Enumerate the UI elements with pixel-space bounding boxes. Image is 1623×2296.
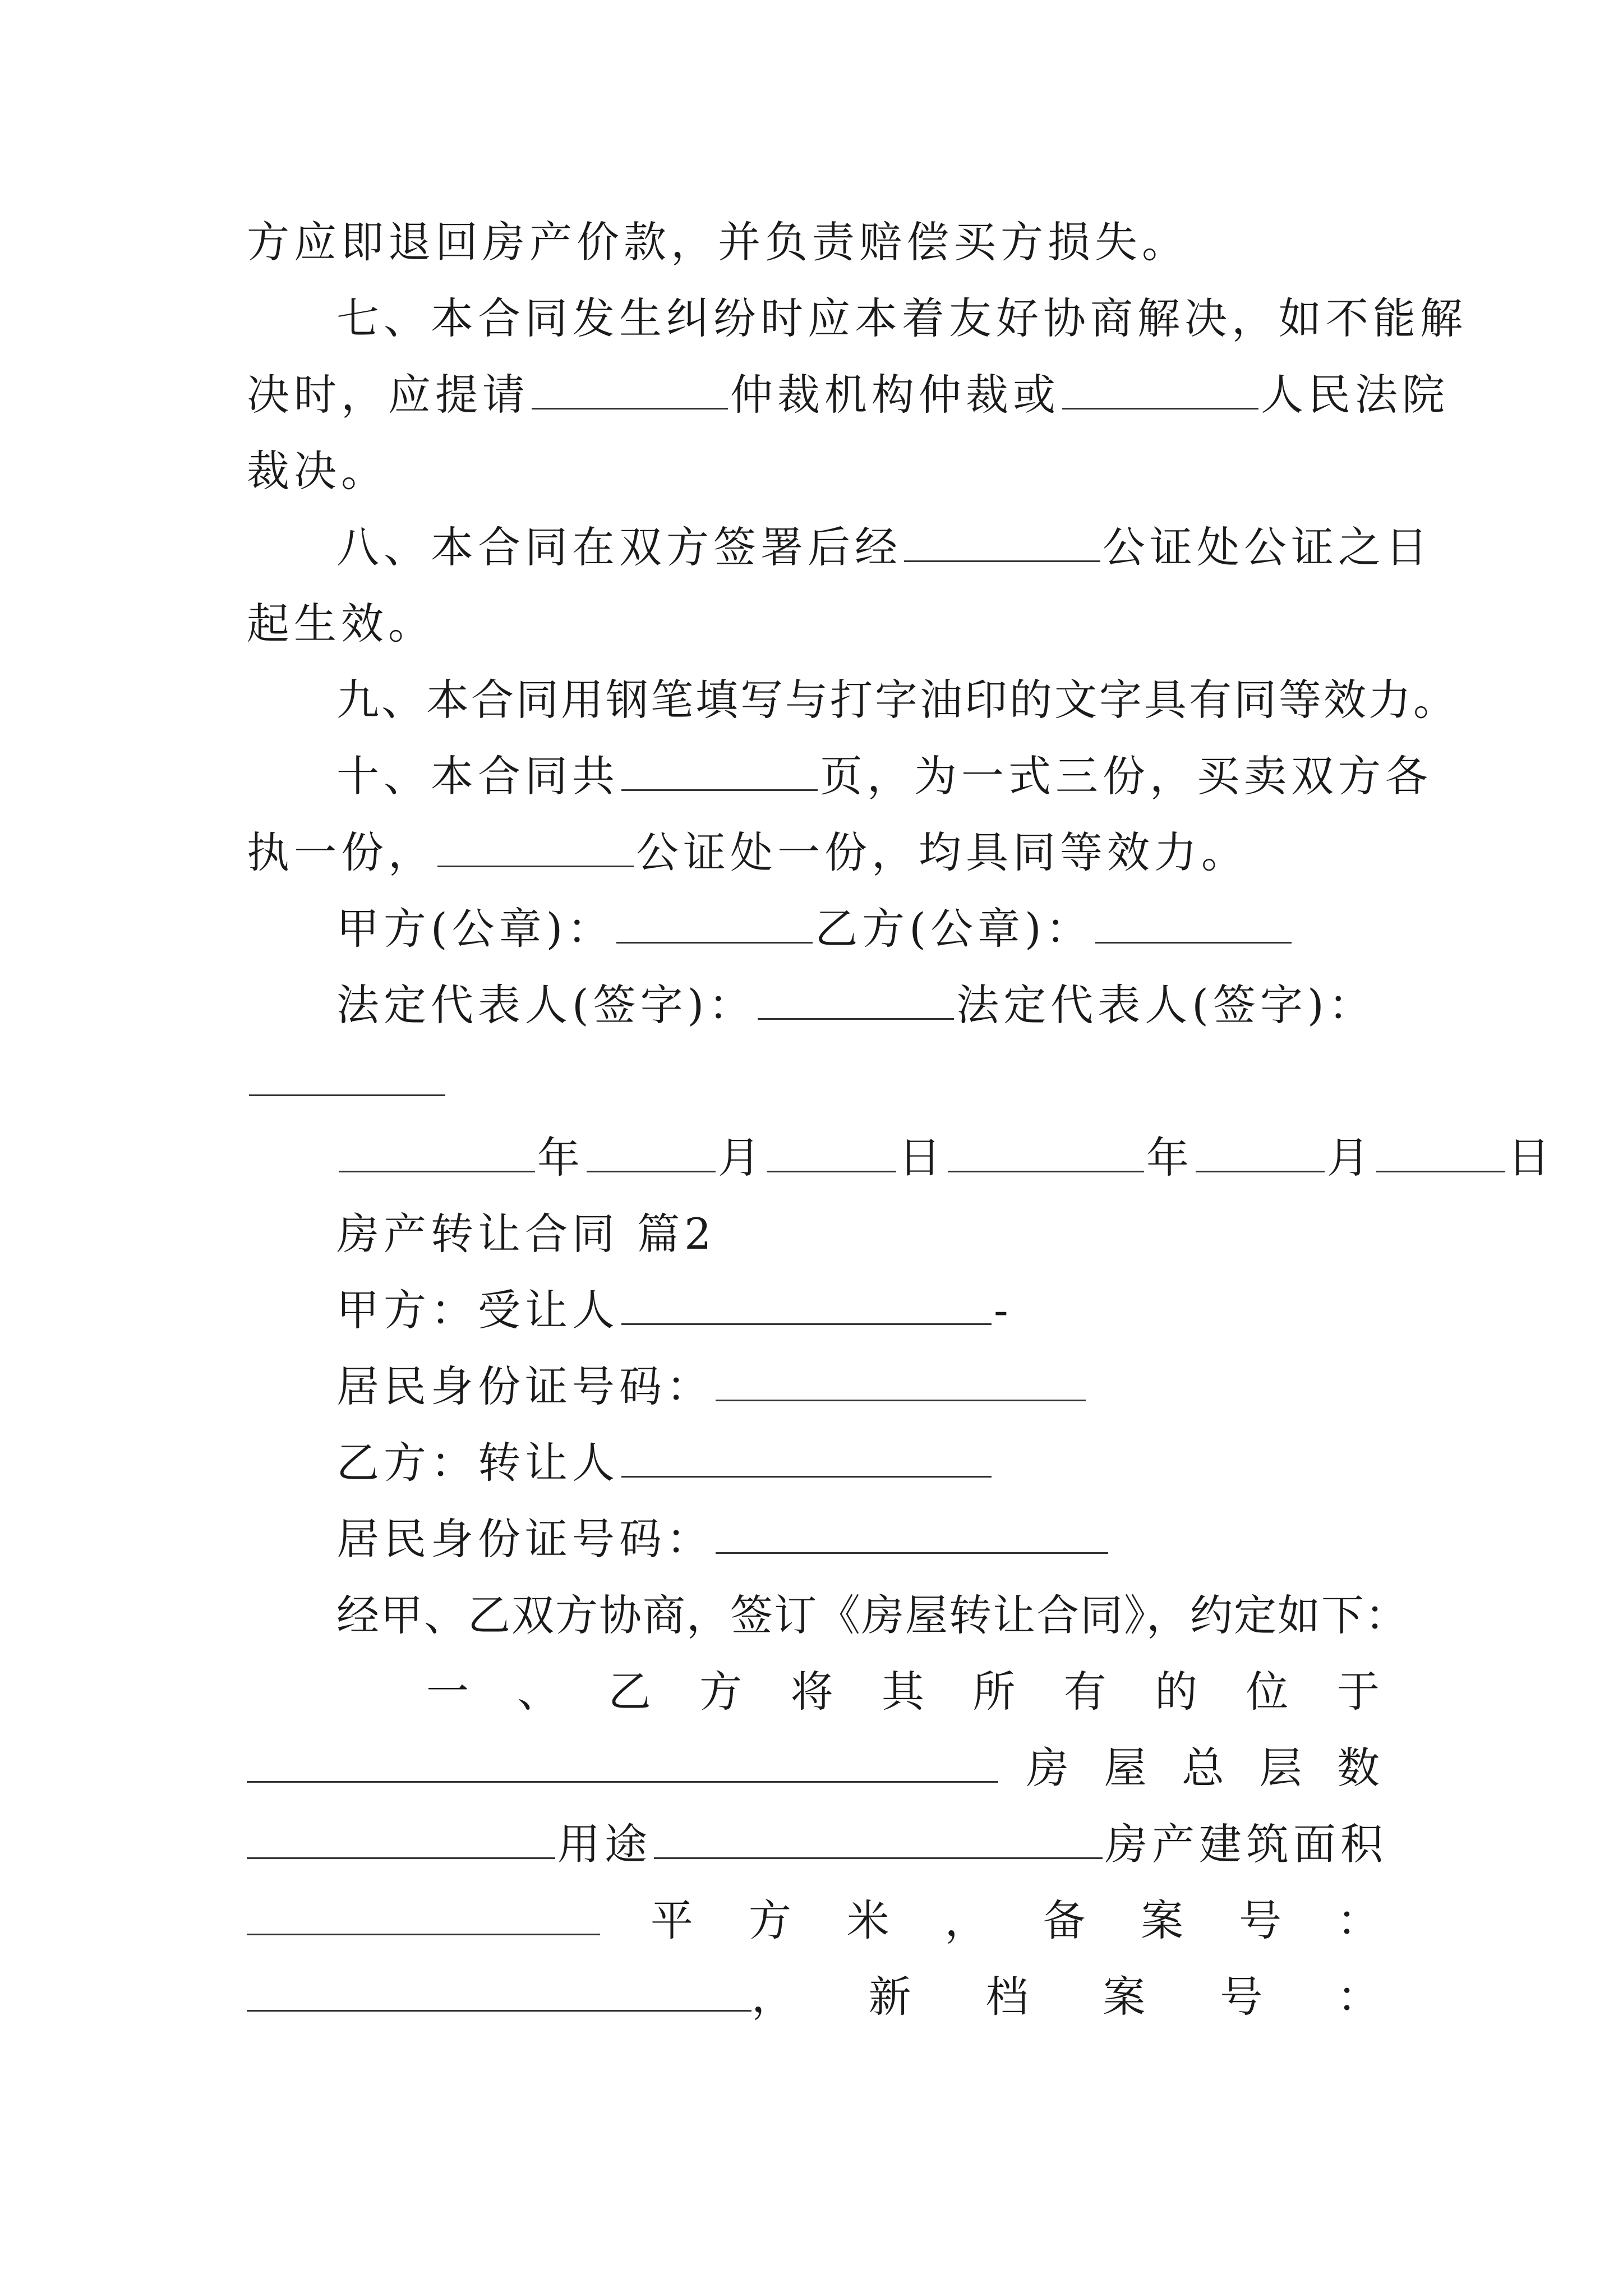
text-line <box>651 1894 1380 1948</box>
party-b-line <box>336 1436 994 1490</box>
char: 的 <box>1155 1667 1198 1717</box>
text: 人民法院 <box>1261 370 1449 420</box>
party-a-id-line <box>336 1360 1088 1414</box>
party-a-seal-field[interactable] <box>616 903 813 944</box>
party-b-label: 乙方：转让人 <box>336 1438 619 1488</box>
char: 所 <box>972 1667 1016 1717</box>
char: 位 <box>1246 1667 1289 1717</box>
char: 米 <box>846 1895 889 1945</box>
text: 页，为一式三份，买卖双方各 <box>820 751 1432 801</box>
clause-7: 七、本合同发生纠纷时应本着友好协商解决，如不能解 <box>336 293 1467 343</box>
area-label: 房产建筑面积 <box>1105 1819 1387 1869</box>
char: 新 <box>868 1972 911 2022</box>
char: 方 <box>699 1667 743 1717</box>
text-line <box>751 1970 1380 2024</box>
text: 公证处公证之日 <box>1103 522 1432 572</box>
usage-label: 用途 <box>557 1819 652 1869</box>
year-field[interactable] <box>948 1131 1144 1172</box>
date-line <box>336 1131 1555 1185</box>
month-field[interactable] <box>1196 1131 1325 1172</box>
char: 房 <box>1026 1743 1069 1793</box>
text-line <box>247 826 1248 880</box>
char: 方 <box>748 1895 791 1945</box>
party-b-rep-field[interactable] <box>249 1055 445 1096</box>
day-field[interactable] <box>767 1131 896 1172</box>
clause-9: 九、本合同用钢笔填写与打字油印的文字具有同等效力。 <box>336 675 1458 725</box>
record-number-field[interactable] <box>247 1971 751 2012</box>
blank-field[interactable] <box>437 826 634 867</box>
party-b-seal-label: 乙方(公章)： <box>815 904 1093 954</box>
party-b-rep-label: 法定代表人(签字)： <box>956 980 1376 1030</box>
party-b-id-line <box>336 1512 1110 1566</box>
text-line <box>247 1894 602 1948</box>
party-b-id-field[interactable] <box>716 1513 1108 1554</box>
area-field[interactable] <box>247 1894 600 1935</box>
char: 平 <box>651 1895 693 1945</box>
text: 公证处一份，均具同等效力。 <box>636 827 1248 877</box>
char: 档 <box>985 1972 1029 2022</box>
usage-field[interactable] <box>654 1818 1103 1859</box>
party-a-rep-field[interactable] <box>758 979 954 1020</box>
day-label: 日 <box>898 1133 946 1182</box>
char: 号 <box>1239 1895 1282 1945</box>
blank-field[interactable] <box>621 750 818 791</box>
year-label: 年 <box>537 1133 584 1182</box>
year-field[interactable] <box>339 1131 535 1172</box>
blank-field[interactable] <box>904 521 1100 562</box>
blank-field[interactable] <box>1062 369 1258 409</box>
blank-field[interactable] <box>532 369 728 409</box>
char: 有 <box>1063 1667 1106 1717</box>
party-a-name-field[interactable] <box>621 1284 992 1325</box>
location-field[interactable] <box>247 1742 998 1783</box>
char: 、 <box>517 1667 560 1717</box>
party-a-line <box>336 1283 1013 1337</box>
text: 决时，应提请 <box>247 370 529 420</box>
text-line: 裁决。 <box>247 446 388 496</box>
text: 执一份， <box>247 827 435 877</box>
char: 案 <box>1103 1972 1146 2022</box>
char: 于 <box>1336 1667 1380 1717</box>
char: 数 <box>1337 1743 1380 1793</box>
char: ， <box>944 1895 988 1945</box>
char: 其 <box>881 1667 924 1717</box>
year-label: 年 <box>1146 1133 1193 1182</box>
char: ： <box>1336 1895 1380 1945</box>
char: 将 <box>790 1667 833 1717</box>
text-line: 起生效。 <box>247 599 435 648</box>
text-line <box>247 1741 1000 1795</box>
representative-line <box>336 978 1376 1032</box>
text-line <box>1026 1741 1380 1795</box>
text-line: 方应即退回房产价款，并负责赔偿买方损失。 <box>247 217 1189 267</box>
party-b-name-field[interactable] <box>621 1437 992 1478</box>
char: 乙 <box>608 1667 651 1717</box>
party-b-seal-field[interactable] <box>1095 903 1292 944</box>
clause-8 <box>336 521 1432 574</box>
text: 十、本合同共 <box>336 751 619 801</box>
text: 八、本合同在双方签署后经 <box>336 522 902 572</box>
day-field[interactable] <box>1376 1131 1505 1172</box>
text-line <box>247 368 1449 422</box>
char: 备 <box>1043 1895 1086 1945</box>
month-field[interactable] <box>587 1131 716 1172</box>
floors-field[interactable] <box>247 1818 555 1859</box>
char: ： <box>1336 1972 1380 2022</box>
month-label: 月 <box>718 1133 765 1182</box>
char: 号 <box>1220 1972 1263 2022</box>
clause-1-line <box>426 1665 1380 1719</box>
party-a-seal-label: 甲方(公章)： <box>336 904 615 954</box>
party-a-label: 甲方：受让人 <box>336 1285 619 1335</box>
text-line <box>247 1055 448 1108</box>
char: 屋 <box>1104 1743 1147 1793</box>
char: 总 <box>1182 1743 1224 1793</box>
intro-line: 经甲、乙双方协商，签订《房屋转让合同》，约定如下： <box>336 1590 1409 1640</box>
char: 案 <box>1141 1895 1184 1945</box>
clause-10 <box>336 749 1432 803</box>
party-a-rep-label: 法定代表人(签字)： <box>336 980 756 1030</box>
char: ， <box>751 1972 794 2022</box>
text: 仲裁机构仲裁或 <box>730 370 1060 420</box>
party-a-id-field[interactable] <box>716 1360 1086 1401</box>
signature-seal-line <box>336 902 1294 956</box>
text-line <box>247 1970 754 2024</box>
id-label: 居民身份证号码： <box>336 1514 713 1564</box>
char: 层 <box>1259 1743 1302 1793</box>
char: 一 <box>426 1667 469 1717</box>
section-title: 房产转让合同 篇2 <box>336 1209 716 1259</box>
day-label: 日 <box>1507 1133 1555 1182</box>
month-label: 月 <box>1327 1133 1374 1182</box>
id-label: 居民身份证号码： <box>336 1361 713 1411</box>
dash: - <box>994 1285 1013 1335</box>
text-line <box>247 1818 1387 1871</box>
